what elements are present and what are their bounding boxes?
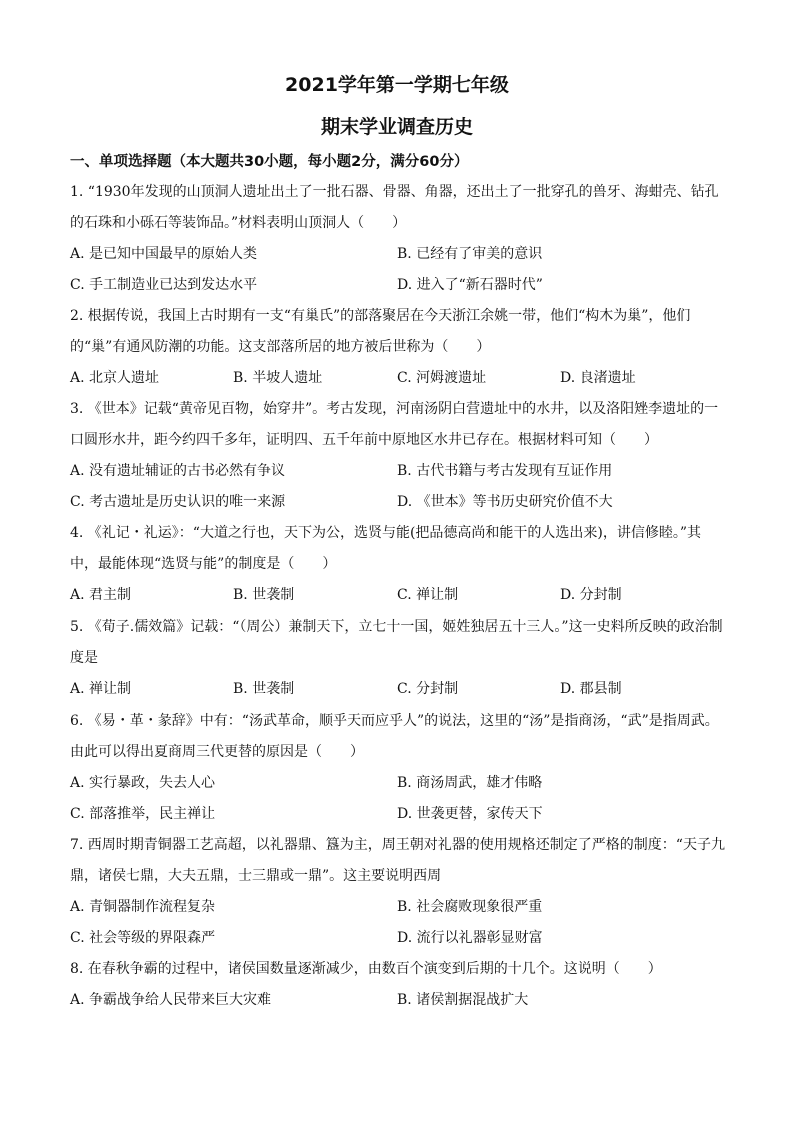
- option-c: C. 考古遗址是历史认识的唯一来源: [70, 494, 286, 510]
- option-c: C. 禅让制: [397, 587, 459, 603]
- option-b: B. 已经有了审美的意识: [397, 246, 543, 262]
- option-b: B. 诸侯割据混战扩大: [397, 992, 529, 1008]
- option-a: A. 实行暴政，失去人心: [70, 775, 216, 791]
- option-a: A. 青铜器制作流程复杂: [70, 899, 216, 915]
- option-c: C. 部落推举，民主禅让: [70, 806, 216, 822]
- question-4-options: [70, 580, 725, 611]
- question-3-stem: 3. 《世本》记载“黄帝见百物，始穿井”。考古发现，河南汤阴白营遗址中的水井，以及洛阳矬李遗址的一口圆形水井，距今约四千多年，证明四、五千年前中原地区水井已存在。根据材料可知（ ）: [70, 401, 719, 448]
- question-1-stem: 1. “1930年发现的山顶洞人遗址出土了一批石器、骨器、角器，还出土了一批穿孔的兽牙、海蚶壳、钻孔的石珠和小砾石等装饰品。”材料表明山顶洞人（ ）: [70, 184, 719, 231]
- option-b: B. 世袭制: [233, 587, 295, 603]
- option-d: D. 《世本》等书历史研究价值不大: [397, 494, 613, 510]
- option-c: C. 河姆渡遗址: [397, 370, 487, 386]
- option-d: D. 进入了“新石器时代”: [397, 277, 543, 293]
- question-5-stem: 5. 《荀子.儒效篇》记载：“（周公）兼制天下，立七十一国，姬姓独居五十三人。”这一史料所反映的政治制度是: [70, 619, 723, 666]
- question-3-options: [70, 456, 725, 487]
- option-a: A. 君主制: [70, 587, 132, 603]
- option-a: A. 没有遗址辅证的古书必然有争议: [70, 463, 286, 479]
- option-d: D. 良渚遗址: [560, 370, 636, 386]
- option-b: B. 古代书籍与考古发现有互证作用: [397, 463, 613, 479]
- question-2-stem: 2. 根据传说，我国上古时期有一支“有巢氏”的部落聚居在今天浙江余姚一带，他们“构木为巢”，他们的“巢”有通风防潮的功能。这支部落所居的地方被后世称为（ ）: [70, 308, 691, 355]
- question-1-options-row2: [70, 270, 725, 301]
- option-d: D. 郡县制: [560, 681, 622, 697]
- option-b: B. 商汤周武，雄才伟略: [397, 775, 543, 791]
- question-8-stem: 8. 在春秋争霸的过程中，诸侯国数量逐渐减少，由数百个演变到后期的十几个。这说明（ ）: [70, 961, 662, 977]
- option-c: C. 手工制造业已达到发达水平: [70, 277, 258, 293]
- question-6-options: [70, 768, 725, 799]
- question-4-stem: 4. 《礼记・礼运》：“大道之行也，天下为公，选贤与能(把品德高尚和能干的人选出来)，讲信修睦。”其中，最能体现“选贤与能”的制度是（ ）: [70, 525, 702, 572]
- option-a: A. 是已知中国最早的原始人类: [70, 246, 258, 262]
- section-heading: 一、单项选择题（本大题共30小题，每小题2分，满分60分）: [70, 154, 469, 170]
- question-6-stem: 6. 《易・革・彖辞》中有：“汤武革命，顺乎天而应乎人”的说法，这里的“汤”是指商汤，“武”是指周武。由此可以得出夏商周三代更替的原因是（ ）: [70, 713, 719, 760]
- option-b: B. 世袭制: [233, 681, 295, 697]
- question-3-options-row2: [70, 487, 725, 518]
- option-c: C. 分封制: [397, 681, 459, 697]
- exam-title: 2021学年第一学期七年级: [285, 74, 509, 96]
- question-7-options: [70, 892, 725, 923]
- option-d: D. 分封制: [560, 587, 622, 603]
- option-a: A. 北京人遗址: [70, 370, 160, 386]
- question-7-options-row2: [70, 923, 725, 954]
- question-1-options: [70, 239, 725, 270]
- option-d: D. 世袭更替，家传天下: [397, 806, 543, 822]
- option-a: A. 争霸战争给人民带来巨大灾难: [70, 992, 272, 1008]
- exam-subtitle: 期末学业调查历史: [320, 116, 473, 138]
- option-d: D. 流行以礼器彰显财富: [397, 930, 543, 946]
- option-a: A. 禅让制: [70, 681, 132, 697]
- question-7-stem: 7. 西周时期青铜器工艺高超，以礼器鼎、簋为主，周王朝对礼器的使用规格还制定了严格的制度：“天子九鼎，诸侯七鼎，大夫五鼎，士三鼎或一鼎”。这主要说明西周: [70, 837, 725, 884]
- option-b: B. 社会腐败现象很严重: [397, 899, 543, 915]
- option-c: C. 社会等级的界限森严: [70, 930, 216, 946]
- question-2-options: [70, 363, 725, 394]
- question-5-options: [70, 674, 725, 705]
- question-6-options-row2: [70, 799, 725, 830]
- question-8-options: [70, 985, 725, 1016]
- option-b: B. 半坡人遗址: [233, 370, 323, 386]
